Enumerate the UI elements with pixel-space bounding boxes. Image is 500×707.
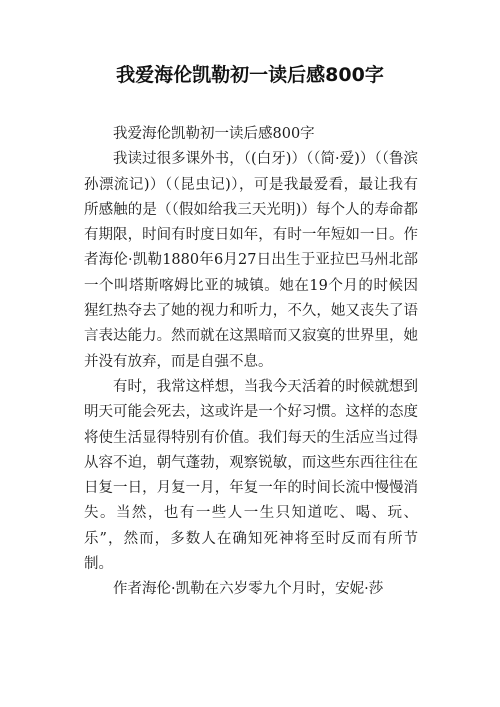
body-paragraph: 我读过很多课外书，（(白牙)）（（简·爱)）（（鲁滨孙漂流记)）（（昆虫记)），可是我最爱看，最让我有所感触的是（（假如给我三天光明)）每个人的寿命都有期限，时间有时度日如年，有时一年短如一日。作者海伦·凯勒1880年6月27日出生于亚拉巴马州北部一个叫塔斯喀姆比亚的城镇。她在19个月的时候因猩红热夺去了她的视力和听力，不久，她又丧失了语言表达能力。然而就在这黑暗而又寂寞的世界里，她并没有放弃，而是自强不息。 [84, 151, 418, 370]
body-paragraph: 我爱海伦凯勒初一读后感800字 [113, 126, 315, 142]
body-paragraph: 作者海伦·凯勒在六岁零九个月时，安妮·莎 [113, 581, 384, 598]
document-title: 我爱海伦凯勒初一读后感800字 [116, 64, 384, 86]
document-body [84, 122, 418, 603]
body-paragraph: 有时，我常这样想，当我今天活着的时候就想到明天可能会死去，这或许是一个好习惯。这样的态度将使生活显得特别有价值。我们每天的生活应当过得从容不迫，朝气蓬勃，观察锐敏，而这些东西往往在日复一日，月复一月，年复一年的时间长流中慢慢消失。当然，也有一些人一生只知道吃、喝、玩、乐”，然而，多数人在确知死神将至时反而有所节制。 [84, 378, 418, 573]
